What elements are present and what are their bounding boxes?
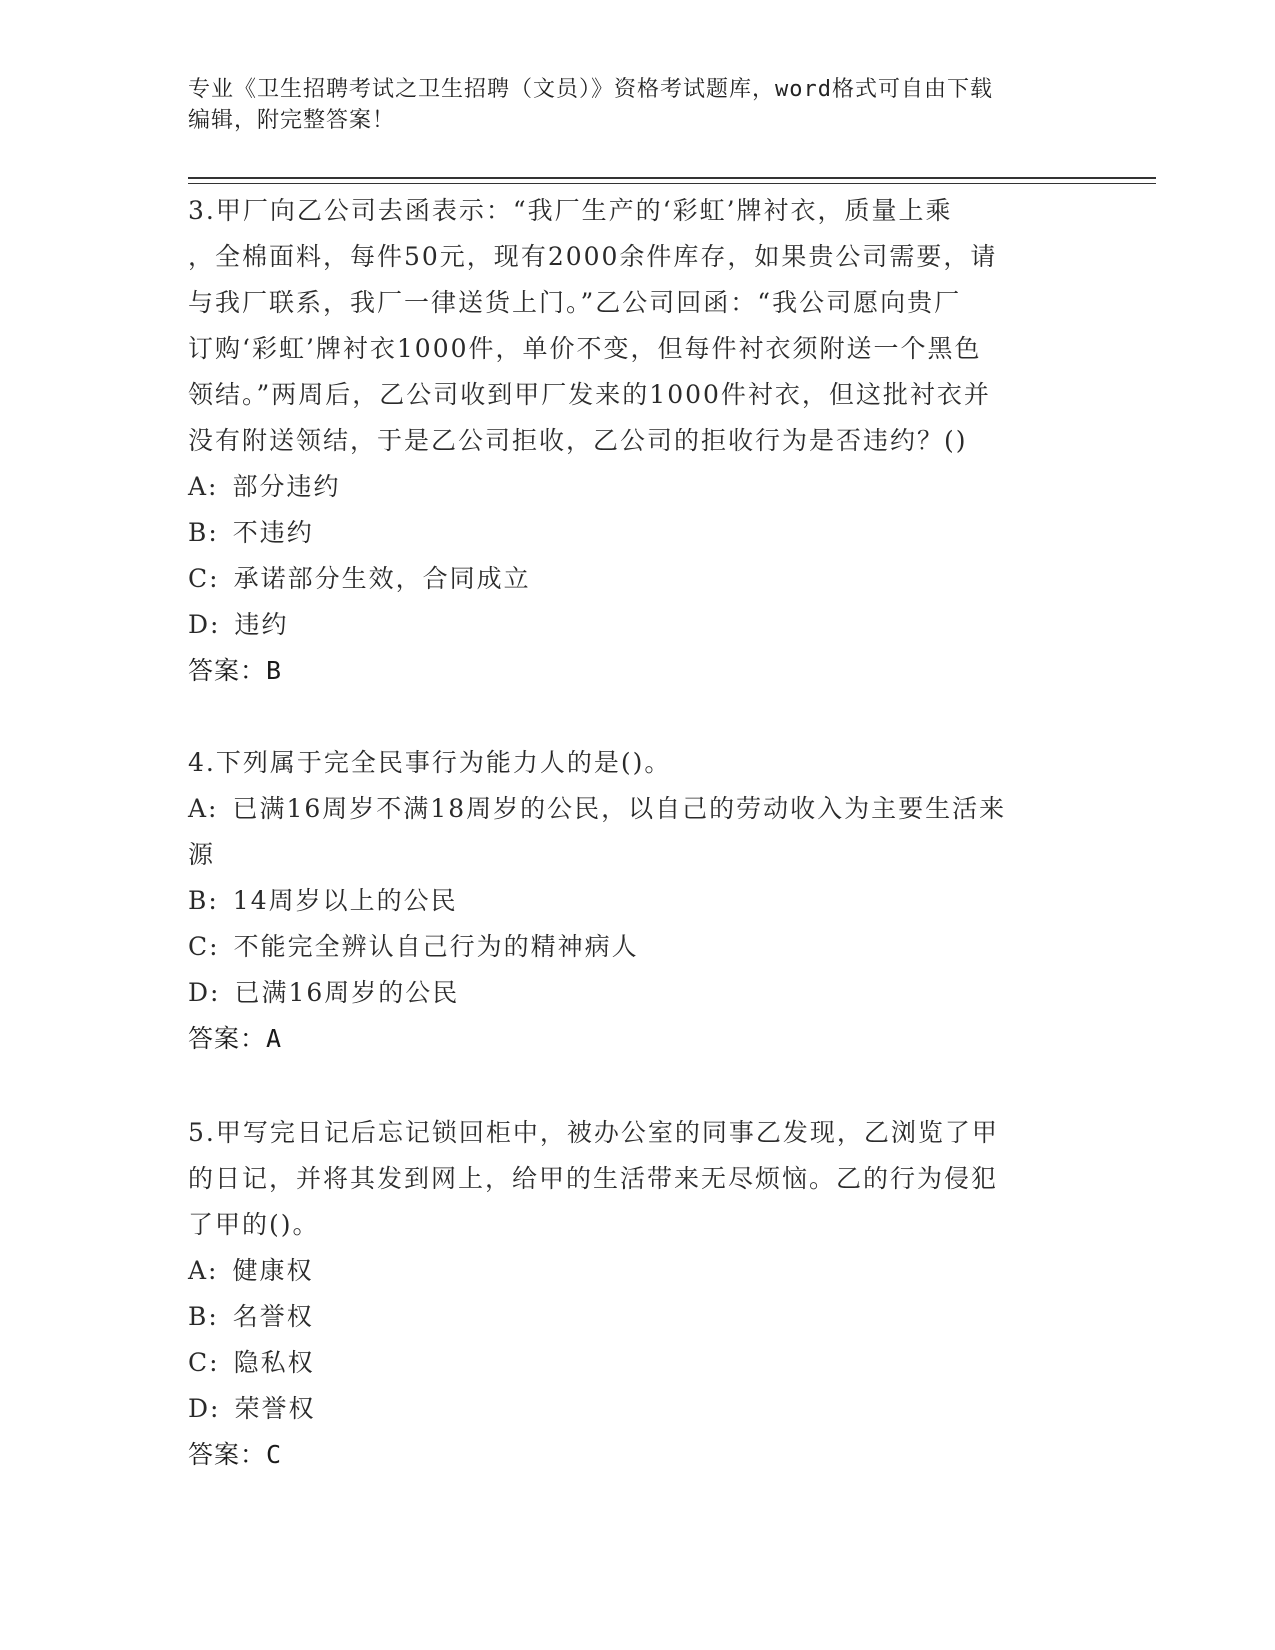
question-stem-line: 没有附送领结，于是乙公司拒收，乙公司的拒收行为是否违约？() (188, 426, 968, 455)
header-divider-thin (188, 183, 1156, 184)
option-letter: D: (188, 978, 221, 1007)
question-3 (188, 188, 1088, 694)
header-divider-thick (188, 177, 1156, 179)
answer-line: 答案：B (188, 656, 283, 685)
option-text: 名誉权 (232, 1302, 314, 1331)
option-letter: D: (188, 610, 221, 639)
option-text: 部分违约 (232, 472, 341, 501)
question-stem-line: 领结。”两周后，乙公司收到甲厂发来的1000件衬衣，但这批衬衣并 (188, 380, 991, 409)
option-c (188, 556, 1088, 602)
option-letter: B: (188, 1302, 219, 1331)
option-a (188, 1248, 1088, 1294)
option-c (188, 1340, 1088, 1386)
question-stem-line: 5.甲写完日记后忘记锁回柜中，被办公室的同事乙发现，乙浏览了甲 (188, 1118, 999, 1147)
option-b (188, 1294, 1088, 1340)
question-5 (188, 1110, 1088, 1478)
header-line-2: 编辑，附完整答案！ (188, 108, 396, 133)
option-d (188, 602, 1088, 648)
option-a (188, 464, 1088, 510)
option-text: 已满16周岁不满18周岁的公民，以自己的劳动收入为主要生活来 (232, 794, 1007, 823)
question-stem-line: 的日记，并将其发到网上，给甲的生活带来无尽烦恼。乙的行为侵犯 (188, 1164, 999, 1193)
option-text: 荣誉权 (234, 1394, 316, 1423)
option-letter: A: (188, 1256, 219, 1285)
option-letter: C: (188, 1348, 220, 1377)
option-b (188, 878, 1088, 924)
header-line-1: 专业《卫生招聘考试之卫生招聘（文员）》资格考试题库，word格式可自由下载 (188, 77, 993, 102)
option-c (188, 924, 1088, 970)
option-letter: A: (188, 794, 219, 823)
answer-line: 答案：A (188, 1024, 283, 1053)
option-letter: D: (188, 1394, 221, 1423)
option-b (188, 510, 1088, 556)
option-a (188, 786, 1088, 832)
option-letter: B: (188, 886, 219, 915)
option-d (188, 970, 1088, 1016)
option-text: 已满16周岁的公民 (234, 978, 460, 1007)
question-stem-line: ，全棉面料，每件50元，现有2000余件库存，如果贵公司需要，请 (188, 242, 998, 271)
option-letter: B: (188, 518, 219, 547)
question-stem-line: 3.甲厂向乙公司去函表示：“我厂生产的‘彩虹’牌衬衣，质量上乘 (188, 196, 953, 225)
option-d (188, 1386, 1088, 1432)
question-stem-line: 订购‘彩虹’牌衬衣1000件，单价不变，但每件衬衣须附送一个黑色 (188, 334, 982, 363)
option-text: 隐私权 (233, 1348, 315, 1377)
option-text: 不违约 (232, 518, 314, 547)
option-text: 14周岁以上的公民 (232, 886, 458, 915)
option-text: 健康权 (232, 1256, 314, 1285)
option-text: 不能完全辨认自己行为的精神病人 (233, 932, 639, 961)
answer-line: 答案：C (188, 1440, 283, 1469)
option-letter: A: (188, 472, 219, 501)
question-stem-line: 与我厂联系，我厂一律送货上门。”乙公司回函：“我公司愿向贵厂 (188, 288, 962, 317)
option-text: 承诺部分生效，合同成立 (233, 564, 531, 593)
option-a-continuation: 源 (188, 840, 216, 869)
option-text: 违约 (234, 610, 289, 639)
question-stem-line: 了甲的()。 (188, 1210, 320, 1239)
document-header (188, 74, 1068, 136)
question-stem-line: 4.下列属于完全民事行为能力人的是()。 (188, 748, 672, 777)
option-letter: C: (188, 932, 220, 961)
option-letter: C: (188, 564, 220, 593)
question-4 (188, 740, 1088, 1062)
